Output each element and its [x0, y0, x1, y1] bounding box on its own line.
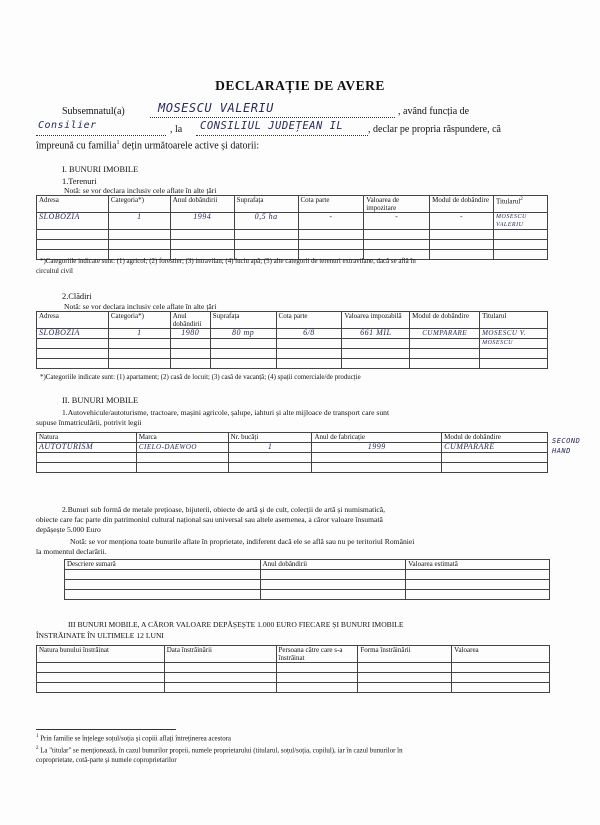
instrainate-table: [36, 645, 550, 693]
institutie-value: CONSILIUL JUDEȚEAN IL: [200, 120, 344, 132]
terenuri-footnote: *)Categoriile indicate sunt: (1) agricol; (2) forestier; (3) intravilan; (4) luciu apă; (5) alte categorii de terenuri extravilane, dacă se află în: [40, 258, 416, 265]
table-row: [65, 590, 550, 600]
terenuri-header-valoarea: Valoarea de impozitare: [364, 196, 430, 213]
autovehicule-table: [36, 432, 548, 473]
cladiri-header-titular: Titularul: [480, 312, 548, 329]
page-title: DECLARAȚIE DE AVERE: [215, 78, 385, 93]
terenuri-header-adresa: Adresa: [37, 196, 109, 213]
cladiri-header-anul: Anul dobândirii: [170, 312, 210, 329]
section-1-heading: I. BUNURI IMOBILE: [62, 165, 139, 174]
instrainate-header-forma: Forma înstrăinării: [358, 646, 452, 663]
cladiri-header-categoria: Categoria*): [108, 312, 170, 329]
table-row: SLOBOZIA 1 1980 80 mp 6/8 661 MIL CUMPARARE MOSESCU V.: [37, 329, 548, 339]
auto-header-natura: Natura: [37, 433, 137, 443]
footnote-1: $^1$ Prin familie se înțelege soțul/soția și copiii aflați întreținerea acestora: [36, 734, 231, 743]
cladiri-header-modul: Modul de dobândire: [410, 312, 480, 329]
bunuri-pretioase-table: [64, 559, 550, 600]
section-3-heading: III BUNURI MOBILE, A CĂROR VALOARE DEPĂȘEȘTE 1.000 EURO FIECARE ȘI BUNURI IMOBILE: [68, 620, 404, 629]
cladiri-header-valoarea: Valoarea impozabilă: [342, 312, 410, 329]
terenuri-note: Notă: se vor declara inclusiv cele aflate în alte țări: [64, 186, 217, 195]
table-row: [37, 359, 548, 369]
cladiri-header-adresa: Adresa: [37, 312, 109, 329]
table-row: [37, 673, 550, 683]
autovehicule-text-cont: supuse înmatriculării, potrivit legii: [36, 418, 142, 427]
instrainate-header-natura: Natura bunului înstrăinat: [37, 646, 165, 663]
la-label: , la: [170, 124, 183, 135]
avand-functia-label: , având funcția de: [398, 106, 470, 117]
section-3-heading-cont: ÎNSTRĂINATE ÎN ULTIMELE 12 LUNI: [36, 631, 164, 640]
terenuri-footnote-cont: circuitul civil: [36, 268, 73, 275]
declar-label: , declar pe propria răspundere, că: [368, 124, 501, 135]
instrainate-header-data: Data înstrăinării: [164, 646, 276, 663]
terenuri-table: [36, 195, 548, 260]
footnote-2: $^2$ La "titular" se menționează, în cazul bunurilor proprii, numele proprietarului (titularul, soțul/soția, copilul), iar în cazul bunurilor în: [36, 746, 403, 755]
pretioase-header-valoarea: Valoarea estimată: [406, 560, 550, 570]
bunuri-pretioase-text-2: obiecte care fac parte din patrimoniul cultural național sau universal sau altele asemenea, a căror valoare însumată: [36, 515, 383, 524]
table-row: [37, 663, 550, 673]
subsemnatul-label: Subsemnatul(a): [62, 106, 125, 117]
instrainate-header-valoarea: Valoarea: [452, 646, 550, 663]
familia-line: împreună cu familia$^1$ dețin următoarele active și datorii:: [36, 140, 260, 152]
table-row: [37, 349, 548, 359]
name-underline: [150, 117, 395, 118]
table-row: [65, 570, 550, 580]
bunuri-pretioase-text: 2.Bunuri sub formă de metale prețioase, bijuterii, obiecte de artă și de cult, colecții de artă și numismatică,: [62, 505, 386, 514]
table-row: AUTOTURISM CIELO-DAEWOO 1 1999 CUMPARARE: [37, 443, 548, 453]
institutie-underline: [196, 135, 368, 136]
auto-header-nr: Nr. bucăți: [228, 433, 312, 443]
autovehicule-text: 1.Autovehicule/autoturisme, tractoare, mașini agricole, șalupe, iahturi și alte mijloace de transport care sunt: [62, 408, 390, 417]
terenuri-heading: 1.Terenuri: [62, 177, 97, 186]
terenuri-header-anul: Anul dobândirii: [170, 196, 234, 213]
auto-header-marca: Marca: [136, 433, 228, 443]
terenuri-header-suprafata: Suprafața: [234, 196, 298, 213]
footnote-divider: [36, 729, 176, 730]
table-row: SLOBOZIA 1 1994 0,5 ha - - - MOSESCU VALERIU: [37, 213, 548, 230]
cladiri-footnote: *)Categoriile indicate sunt: (1) apartament; (2) casă de locuit; (3) casă de vacanță; (4) spații comerciale/de producție: [40, 374, 361, 381]
terenuri-header-categoria: Categoria*): [108, 196, 170, 213]
cladiri-table: [36, 311, 548, 369]
cladiri-note: Notă: se vor declara inclusiv cele aflate în alte țări: [64, 302, 217, 311]
cladiri-header-cota: Cota parte: [276, 312, 342, 329]
auto-header-modul: Modul de dobândire: [442, 433, 548, 443]
terenuri-header-modul: Modul de dobândire: [430, 196, 494, 213]
second-hand-note: SECOND HAND: [552, 437, 581, 455]
table-row: [37, 453, 548, 463]
footnote-2-cont: coproprietate, cotă-parte și numele coproprietarilor: [36, 757, 177, 764]
table-row: [37, 240, 548, 250]
table-row: [37, 463, 548, 473]
cladiri-heading: 2.Clădiri: [62, 292, 92, 301]
table-row: [37, 230, 548, 240]
table-row: MOSESCU: [37, 339, 548, 349]
instrainate-header-persoana: Persoana către care s-a înstrăinat: [276, 646, 358, 663]
bunuri-pretioase-note: Notă: se vor menționa toate bunurile aflate în proprietate, indiferent dacă ele se află sau nu pe teritoriul României: [70, 537, 415, 546]
declarant-name: MOSESCU VALERIU: [158, 101, 274, 115]
table-row: [37, 683, 550, 693]
pretioase-header-descriere: Descriere sumară: [65, 560, 261, 570]
terenuri-header-titular: Titularul$^2$: [494, 196, 548, 213]
pretioase-header-anul: Anul dobândirii: [260, 560, 406, 570]
bunuri-pretioase-text-3: depășește 5.000 Euro: [36, 525, 101, 534]
auto-header-anul: Anul de fabricație: [312, 433, 442, 443]
section-2-heading: II. BUNURI MOBILE: [62, 396, 139, 405]
bunuri-pretioase-note-2: la momentul declarării.: [36, 547, 107, 556]
cladiri-header-suprafata: Suprafața: [210, 312, 276, 329]
functia-underline: [36, 135, 166, 136]
functia-value: Consilier: [38, 120, 97, 131]
table-row: [65, 580, 550, 590]
terenuri-header-cota: Cota parte: [298, 196, 364, 213]
